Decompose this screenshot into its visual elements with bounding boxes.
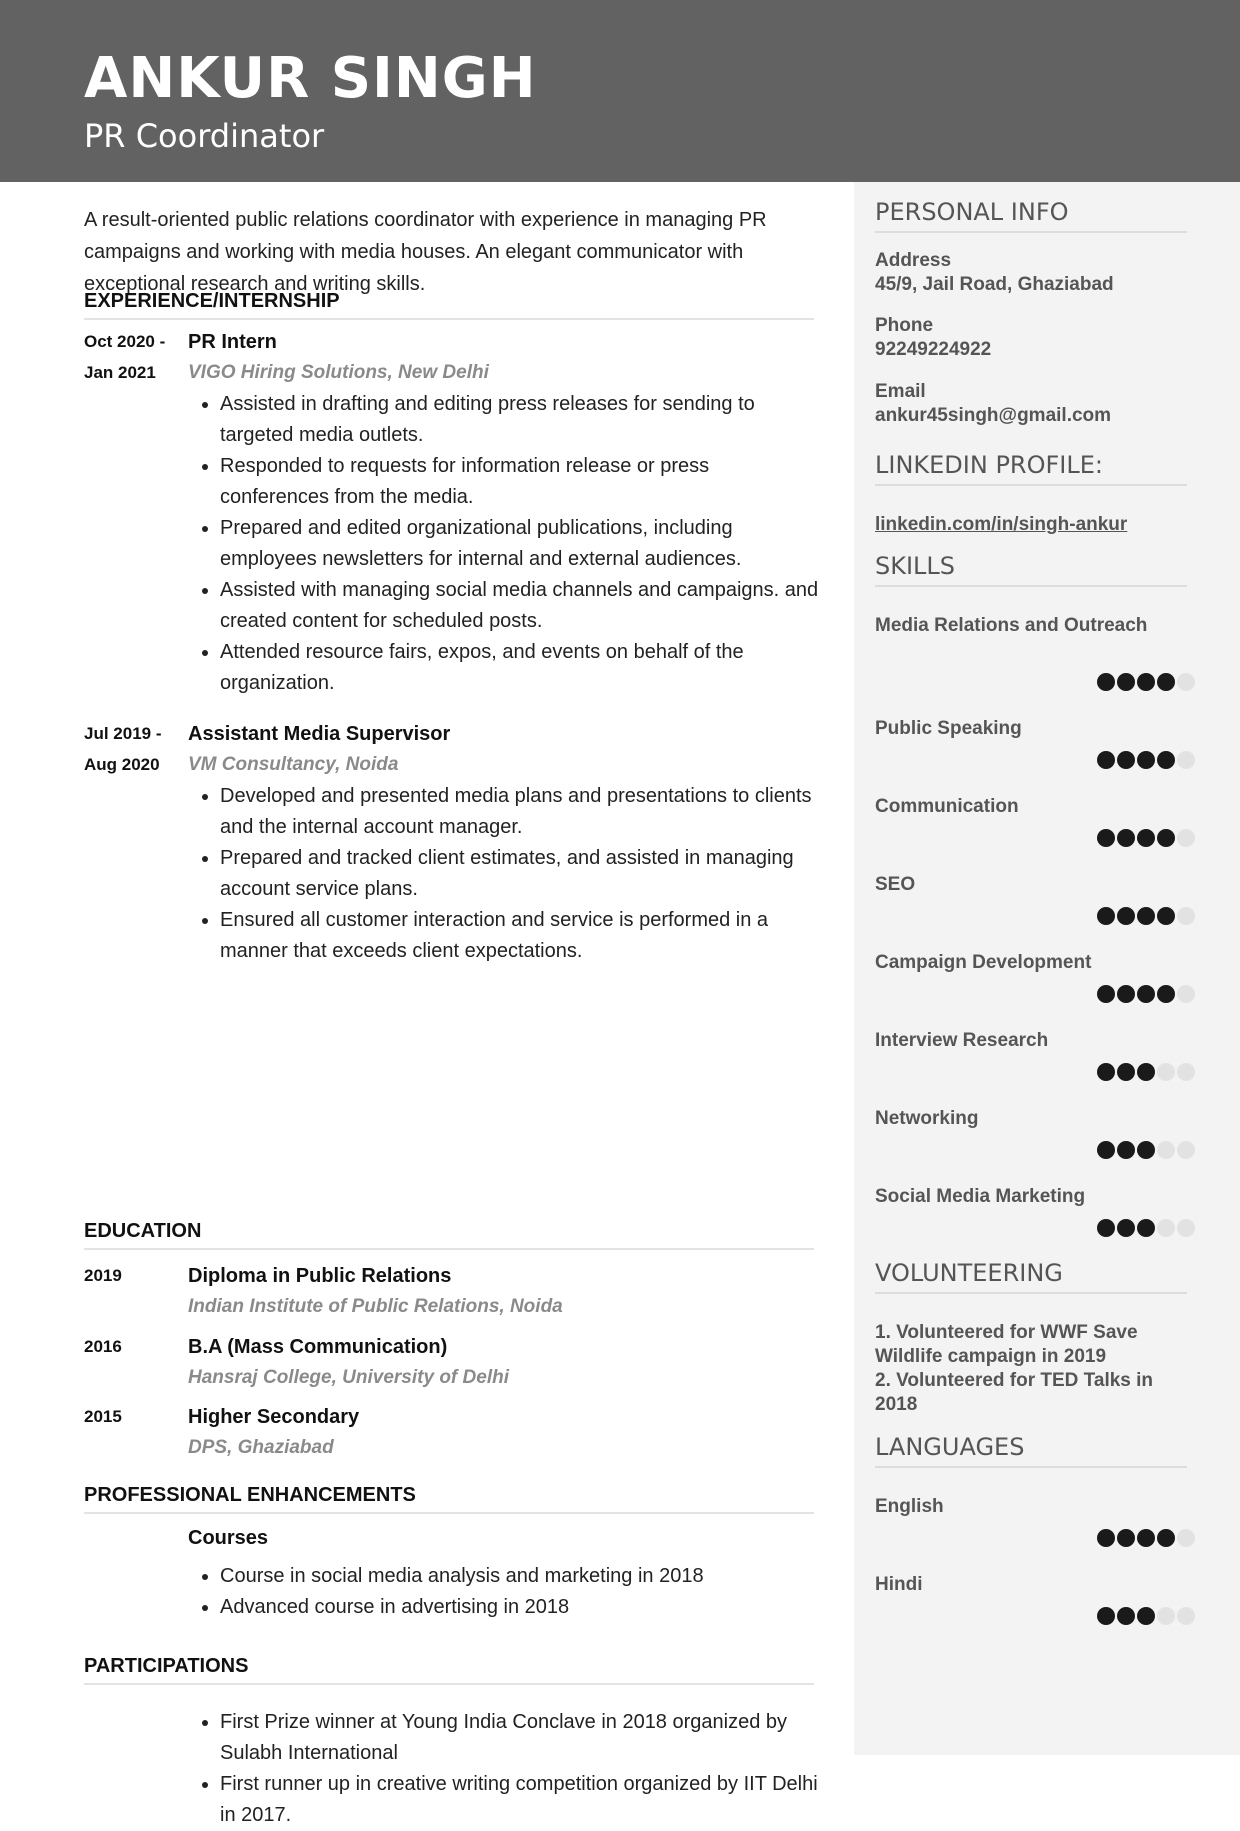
language-name: English [875, 1496, 944, 1517]
list-item: • Advanced course in advertising in 2018 [220, 1592, 820, 1623]
phone-label: Phone [875, 315, 934, 336]
resume-header [0, 0, 1240, 182]
language-name: Hindi [875, 1574, 923, 1595]
rating-dot-filled [1117, 829, 1135, 847]
rating-dot-empty [1177, 985, 1195, 1003]
rating-dot-filled [1157, 673, 1175, 691]
email-value: ankur45singh@gmail.com [875, 405, 1112, 426]
job-bullets [188, 781, 820, 967]
participations-heading: PARTICIPATIONS [84, 1653, 814, 1685]
rating-dot-empty [1177, 1141, 1195, 1159]
rating-dot-empty [1157, 1063, 1175, 1081]
rating-dot-filled [1137, 907, 1155, 925]
list-item: • Responded to requests for information release or press conferences from the media. [220, 451, 820, 513]
rating-dot-filled [1117, 1529, 1135, 1547]
job-role: PR Intern [188, 331, 277, 353]
list-item: • Attended resource fairs, expos, and events on behalf of the organization. [220, 637, 820, 699]
education-degree: Diploma in Public Relations [188, 1265, 452, 1287]
skill-name: Communication [875, 796, 1019, 817]
list-item: • Prepared and tracked client estimates, and assisted in managing account service plans. [220, 843, 820, 905]
experience-heading: EXPERIENCE/INTERNSHIP [84, 288, 814, 320]
rating-dot-filled [1117, 1141, 1135, 1159]
rating-dot-empty [1177, 673, 1195, 691]
list-item: • Assisted with managing social media channels and campaigns. and created content for scheduled posts. [220, 575, 820, 637]
rating-dot-filled [1137, 1141, 1155, 1159]
participations-list [188, 1707, 820, 1831]
rating-dot-filled [1117, 673, 1135, 691]
education-heading: EDUCATION [84, 1218, 814, 1250]
education-school: Hansraj College, University of Delhi [188, 1367, 509, 1388]
rating-dot-filled [1137, 1529, 1155, 1547]
education-school: DPS, Ghaziabad [188, 1437, 334, 1458]
rating-dot-filled [1117, 1607, 1135, 1625]
list-item: • Prepared and edited organizational publications, including employees newsletters for internal and external audiences. [220, 513, 820, 575]
rating-dot-filled [1097, 1607, 1115, 1625]
rating-dot-filled [1097, 829, 1115, 847]
skill-name: Social Media Marketing [875, 1186, 1086, 1207]
rating-dot-filled [1157, 751, 1175, 769]
rating-dot-filled [1137, 1219, 1155, 1237]
skill-name: Interview Research [875, 1030, 1049, 1051]
volunteering-item: 2. Volunteered for TED Talks in 2018 [875, 1370, 1154, 1415]
list-item: • Assisted in drafting and editing press releases for sending to targeted media outlets. [220, 389, 820, 451]
list-item: • First runner up in creative writing competition organized by IIT Delhi in 2017. [220, 1769, 820, 1831]
rating-dot-filled [1097, 1219, 1115, 1237]
education-year: 2015 [84, 1407, 122, 1426]
linkedin-link[interactable]: linkedin.com/in/singh-ankur [875, 514, 1128, 535]
rating-dot-filled [1097, 1529, 1115, 1547]
rating-dot-filled [1117, 985, 1135, 1003]
rating-dot-filled [1137, 1607, 1155, 1625]
list-item: • Developed and presented media plans and presentations to clients and the internal account manager. [220, 781, 820, 843]
skill-name: Networking [875, 1108, 979, 1129]
rating-dot-empty [1177, 1529, 1195, 1547]
job-date-end: Jan 2021 [84, 363, 156, 382]
rating-dot-filled [1097, 673, 1115, 691]
skill-name: Media Relations and Outreach [875, 615, 1148, 636]
rating-dot-filled [1137, 829, 1155, 847]
rating-dot-empty [1157, 1141, 1175, 1159]
courses-heading: Courses [188, 1527, 269, 1549]
job-date-end: Aug 2020 [84, 755, 160, 774]
skills-heading: SKILLS [875, 549, 1187, 587]
candidate-name: ANKUR SINGH [84, 46, 537, 111]
list-item: • Ensured all customer interaction and service is performed in a manner that exceeds client expectations. [220, 905, 820, 967]
rating-dot-filled [1157, 985, 1175, 1003]
candidate-title: PR Coordinator [84, 117, 325, 155]
rating-dot-filled [1157, 907, 1175, 925]
rating-dot-filled [1157, 1529, 1175, 1547]
rating-dot-empty [1177, 1063, 1195, 1081]
job-organization: VM Consultancy, Noida [188, 754, 399, 775]
rating-dot-filled [1157, 829, 1175, 847]
job-role: Assistant Media Supervisor [188, 723, 451, 745]
address-value: 45/9, Jail Road, Ghaziabad [875, 274, 1114, 295]
education-year: 2019 [84, 1266, 122, 1285]
rating-dot-empty [1177, 1607, 1195, 1625]
rating-dot-filled [1097, 1063, 1115, 1081]
email-label: Email [875, 381, 926, 402]
volunteering-item: 1. Volunteered for WWF Save Wildlife campaign in 2019 [875, 1322, 1138, 1367]
job-date-start: Oct 2020 - [84, 332, 166, 351]
job-bullets [188, 389, 820, 699]
list-item: • First Prize winner at Young India Conclave in 2018 organized by Sulabh International [220, 1707, 820, 1769]
rating-dot-empty [1177, 907, 1195, 925]
profile-summary: A result-oriented public relations coordinator with experience in managing PR campaigns and working with media houses. An elegant communicator with exceptional research and writing skills. [84, 209, 767, 295]
rating-dot-filled [1117, 1063, 1135, 1081]
skill-name: SEO [875, 874, 916, 895]
rating-dot-filled [1097, 985, 1115, 1003]
education-school: Indian Institute of Public Relations, Noida [188, 1296, 563, 1317]
personal-info-heading: PERSONAL INFO [875, 195, 1187, 233]
job-organization: VIGO Hiring Solutions, New Delhi [188, 362, 489, 383]
rating-dot-filled [1097, 907, 1115, 925]
rating-dot-filled [1137, 673, 1155, 691]
sidebar [854, 182, 1240, 1755]
volunteering-heading: VOLUNTEERING [875, 1256, 1187, 1294]
rating-dot-filled [1097, 751, 1115, 769]
education-degree: Higher Secondary [188, 1406, 360, 1428]
rating-dot-empty [1177, 751, 1195, 769]
address-label: Address [875, 250, 952, 271]
rating-dot-empty [1177, 1219, 1195, 1237]
rating-dot-empty [1157, 1219, 1175, 1237]
education-year: 2016 [84, 1337, 122, 1356]
rating-dot-filled [1137, 751, 1155, 769]
skill-name: Public Speaking [875, 718, 1022, 739]
rating-dot-filled [1117, 751, 1135, 769]
courses-list [188, 1561, 820, 1623]
rating-dot-filled [1117, 1219, 1135, 1237]
rating-dot-filled [1097, 1141, 1115, 1159]
enhancements-heading: PROFESSIONAL ENHANCEMENTS [84, 1482, 814, 1514]
rating-dot-filled [1137, 985, 1155, 1003]
linkedin-heading: LINKEDIN PROFILE: [875, 448, 1187, 486]
skill-name: Campaign Development [875, 952, 1092, 973]
rating-dot-filled [1117, 907, 1135, 925]
list-item: • Course in social media analysis and marketing in 2018 [220, 1561, 820, 1592]
rating-dot-empty [1177, 829, 1195, 847]
rating-dot-empty [1157, 1607, 1175, 1625]
job-date-start: Jul 2019 - [84, 724, 162, 743]
education-degree: B.A (Mass Communication) [188, 1336, 448, 1358]
languages-heading: LANGUAGES [875, 1430, 1187, 1468]
rating-dot-filled [1137, 1063, 1155, 1081]
phone-value: 92249224922 [875, 339, 992, 360]
